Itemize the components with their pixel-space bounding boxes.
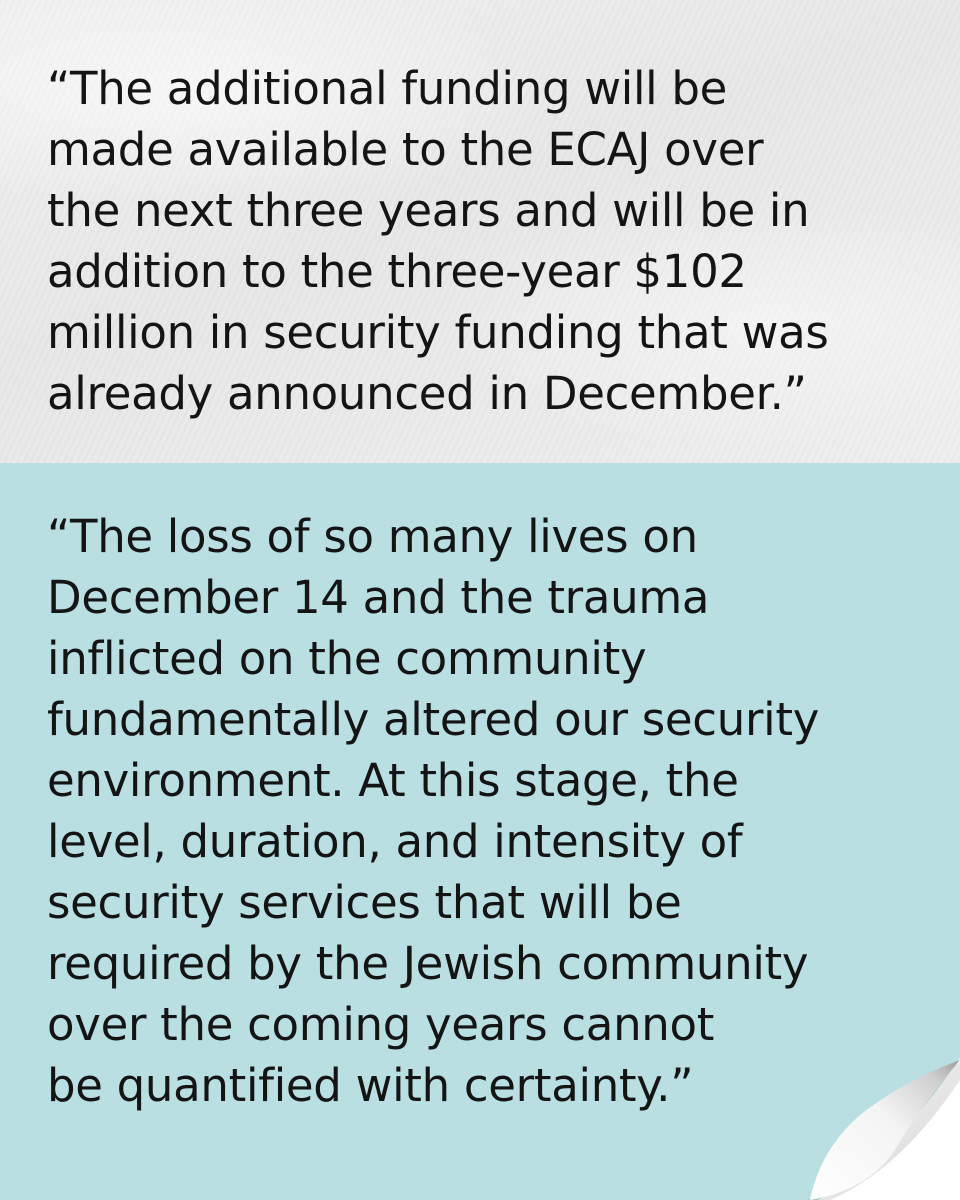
- page-curl-icon: [800, 1040, 960, 1200]
- security-quote-text: “The loss of so many lives on December 14 and the trauma inflicted on the community fundamentally altered our security environment. At this stage, the level, duration, and intensity of security services that will be required by the Jewish community over the coming years cannot be quantified with certainty.”: [47, 510, 820, 1112]
- top-quote-panel: [0, 0, 960, 463]
- funding-quote-text: “The additional funding will be made available to the ECAJ over the next three years and will be in addition to the three-year $102 million in security funding that was already announced in December.”: [47, 62, 829, 420]
